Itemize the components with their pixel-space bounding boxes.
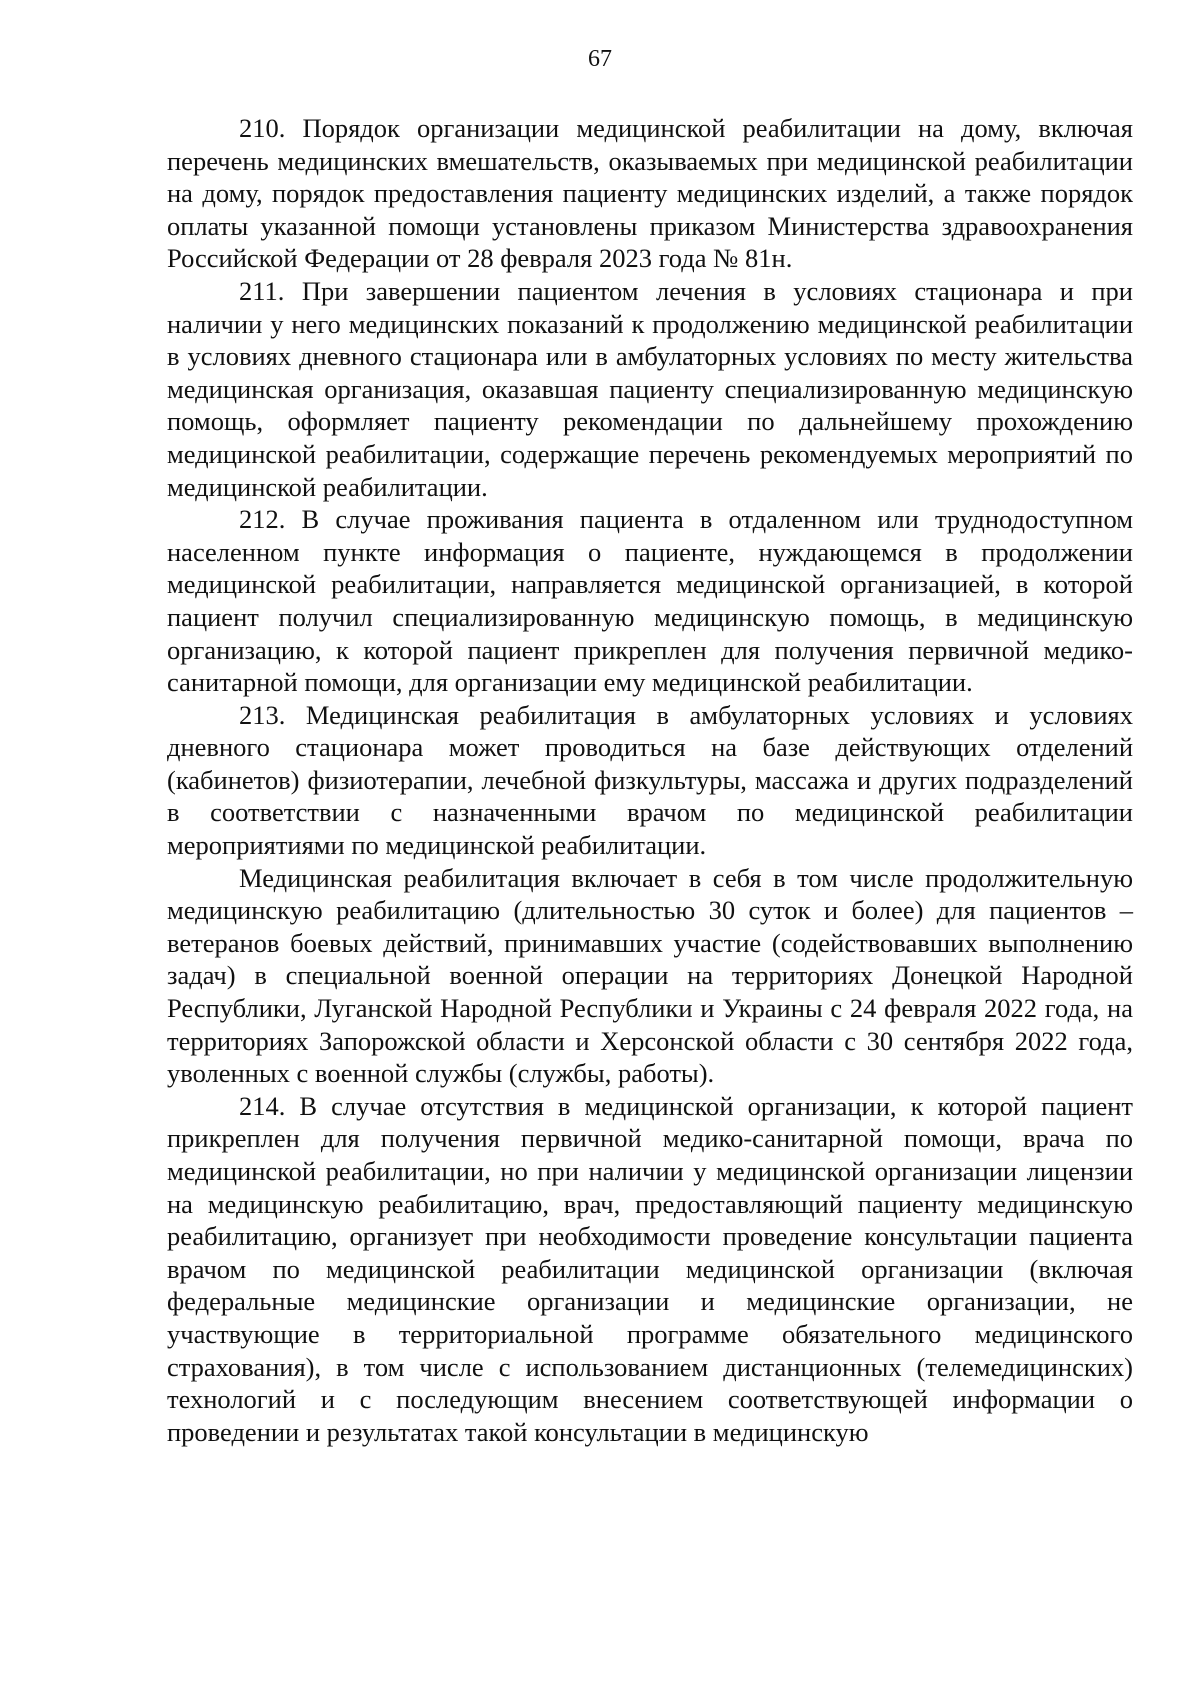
- paragraph-210: 210. Порядок организации медицинской реабилитации на дому, включая перечень медицинских вмешательств, оказываемых при медицинской реабилитации на дому, порядок предоставления пациенту медицинских изделий, а также порядок оплаты указанной помощи установлены приказом Министерства здравоохранения Российской Федерации от 28 февраля 2023 года № 81н.: [167, 113, 1133, 274]
- page-number: 67: [588, 46, 612, 72]
- document-body: [167, 112, 1133, 1448]
- paragraph-214: 214. В случае отсутствия в медицинской организации, к которой пациент прикреплен для получения первичной медико-санитарной помощи, врача по медицинской реабилитации, но при наличии у медицинской организации лицензии на медицинскую реабилитацию, врач, предоставляющий пациенту медицинскую реабилитацию, организует при необходимости проведение консультации пациента врачом по медицинской реабилитации медицинской организации (включая федеральные медицинские организации и медицинские организации, не участвующие в территориальной программе обязательного медицинского страхования), в том числе с использованием дистанционных (телемедицинских) технологий и с последующим внесением соответствующей информации о проведении и результатах такой консультации в медицинскую: [167, 1090, 1133, 1447]
- paragraph-212: 212. В случае проживания пациента в отдаленном или труднодоступном населенном пункте информация о пациенте, нуждающемся в продолжении медицинской реабилитации, направляется медицинской организацией, в которой пациент получил специализированную медицинскую помощь, в медицинскую организацию, к которой пациент прикреплен для получения первичной медико-санитарной помощи, для организации ему медицинской реабилитации.: [167, 504, 1133, 698]
- paragraph-211: 211. При завершении пациентом лечения в условиях стационара и при наличии у него медицинских показаний к продолжению медицинской реабилитации в условиях дневного стационара или в амбулаторных условиях по месту жительства медицинская организация, оказавшая пациенту специализированную медицинскую помощь, оформляет пациенту рекомендации по дальнейшему прохождению медицинской реабилитации, содержащие перечень рекомендуемых мероприятий по медицинской реабилитации.: [167, 275, 1133, 502]
- paragraph-213-continuation: Медицинская реабилитация включает в себя в том числе продолжительную медицинскую реабилитацию (длительностью 30 суток и более) для пациентов – ветеранов боевых действий, принимавших участие (содействовавших выполнению задач) в специальной военной операции на территориях Донецкой Народной Республики, Луганской Народной Республики и Украины с 24 февраля 2022 года, на территориях Запорожской области и Херсонской области с 30 сентября 2022 года, уволенных с военной службы (службы, работы).: [167, 862, 1133, 1089]
- paragraph-213: 213. Медицинская реабилитация в амбулаторных условиях и условиях дневного стационара может проводиться на базе действующих отделений (кабинетов) физиотерапии, лечебной физкультуры, массажа и других подразделений в соответствии с назначенными врачом по медицинской реабилитации мероприятиями по медицинской реабилитации.: [167, 699, 1133, 861]
